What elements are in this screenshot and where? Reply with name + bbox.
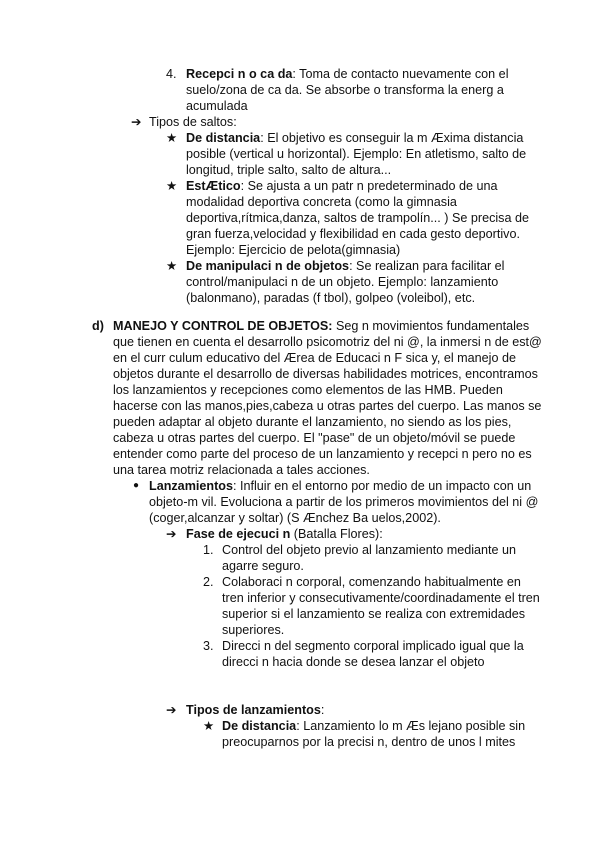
item-text: acumulada (186, 99, 248, 113)
list-item (222, 718, 525, 734)
paragraph-text: que tienen en cuenta el desarrollo psicomotriz del ni @, la inmersi n de est@ (113, 335, 542, 349)
section-heading (113, 318, 529, 334)
list-item (186, 130, 523, 146)
paragraph-text: cabeza u otras partes del cuerpo. El "pase" de un objeto/móvil se puede (113, 431, 516, 445)
item-text: Ejemplo: Ejercicio de pelota(gimnasia) (186, 243, 401, 257)
item-text: objeto-m vil. Evoluciona a partir de los primeros movimientos del ni @ (149, 495, 539, 509)
item-text: deportiva,rítmica,danza, saltos de trampolín... ) Se precisa de (186, 211, 529, 225)
item-text: longitud, triple salto, salto de altura... (186, 163, 392, 177)
item-text: preocuparnos por la precisi n, dentro de unos l mites (222, 735, 516, 749)
subheading (186, 526, 383, 542)
item-text: posible (vertical u horizontal). Ejemplo: En atletismo, salto de (186, 147, 527, 161)
arrow-icon: ➔ (166, 703, 177, 717)
star-icon: ★ (203, 719, 215, 733)
item-text: (balonmano), paradas (f tbol), golpeo (voleibol), etc. (186, 291, 476, 305)
paragraph-text: una tarea motriz relacionada a tales acciones. (113, 463, 370, 477)
paragraph-text: hacerse con las manos,pies,cabeza u otras partes del cuerpo. Las manos se (113, 399, 542, 413)
list-item (186, 178, 498, 194)
item-text: (coger,alcanzar y soltar) (S Ænchez Ba uelos,2002). (149, 511, 441, 525)
list-number: 1. (203, 543, 214, 557)
item-text: gran fuerza,velocidad y flexibilidad en cada gesto deportivo. (186, 227, 520, 241)
section-title: MANEJO Y CONTROL DE OBJETOS: (113, 319, 333, 333)
list-item (186, 258, 504, 274)
step-text: Control del objeto previo al lanzamiento mediante un (222, 543, 517, 557)
star-icon: ★ (166, 259, 178, 273)
list-number: 4. (166, 67, 177, 81)
arrow-icon: ➔ (131, 115, 142, 129)
star-icon: ★ (166, 131, 178, 145)
item-text: modalidad deportiva concreta (como la gimnasia (186, 195, 457, 209)
item-title: Lanzamientos (149, 479, 233, 493)
paragraph-text: Seg n movimientos fundamentales (332, 319, 530, 333)
list-number: 3. (203, 639, 214, 653)
item-title: De distancia (222, 719, 297, 733)
arrow-icon: ➔ (166, 527, 177, 541)
step-text: Direcci n del segmento corporal implicado igual que la (222, 639, 524, 653)
paragraph-text: en el curr culum educativo del Ærea de Educaci n F sica y, el manejo de (113, 351, 516, 365)
star-icon: ★ (166, 179, 178, 193)
subheading (186, 702, 324, 718)
section-marker: d) (92, 319, 104, 333)
item-text: : Se ajusta a un patr n predeterminado de una (240, 179, 498, 193)
item-text: : Toma de contacto nuevamente con el (292, 67, 509, 81)
step-text: Colaboraci n corporal, comenzando habitualmente en (222, 575, 521, 589)
paragraph-text: pueden adaptar al objeto durante el lanzamiento, no siendo as los pies, (113, 415, 512, 429)
list-number: 2. (203, 575, 214, 589)
step-text: superiores. (222, 623, 285, 637)
item-title: Recepci n o ca da (186, 67, 293, 81)
paragraph-text: los lanzamientos y recepciones como elementos de las HMB. Pueden (113, 383, 503, 397)
subheading-suffix: : (320, 703, 325, 717)
bullet-icon: ● (133, 480, 140, 491)
step-text: agarre seguro. (222, 559, 304, 573)
item-text: control/manipulaci n de un objeto. Ejemplo: lanzamiento (186, 275, 499, 289)
list-item (149, 478, 531, 494)
item-text: : Lanzamiento lo m Æs lejano posible sin (296, 719, 526, 733)
step-text: superior si el lanzamiento se realiza con extremidades (222, 607, 526, 621)
paragraph-text: entender como parte del proceso de un lanzamiento y recepci n pero no es (113, 447, 532, 461)
subheading: Tipos de saltos: (149, 115, 237, 129)
list-item (186, 66, 509, 82)
subheading-suffix: (Batalla Flores): (290, 527, 383, 541)
item-text: : Influir en el entorno por medio de un impacto con un (232, 479, 532, 493)
item-text: suelo/zona de ca da. Se absorbe o transforma la energ a (186, 83, 504, 97)
item-text: : Se realizan para facilitar el (349, 259, 505, 273)
subheading-title: Tipos de lanzamientos (186, 703, 321, 717)
item-title: De manipulaci n de objetos (186, 259, 350, 273)
paragraph-text: objetos durante el desarrollo de diversas habilidades motrices, encontramos (113, 367, 538, 381)
item-text: : El objetivo es conseguir la m Æxima distancia (260, 131, 524, 145)
step-text: direcci n hacia donde se desea lanzar el objeto (222, 655, 485, 669)
step-text: tren inferior y consecutivamente/coordinadamente el tren (222, 591, 540, 605)
item-title: De distancia (186, 131, 261, 145)
item-title: EstÆtico (186, 179, 241, 193)
subheading-title: Fase de ejecuci n (186, 527, 291, 541)
